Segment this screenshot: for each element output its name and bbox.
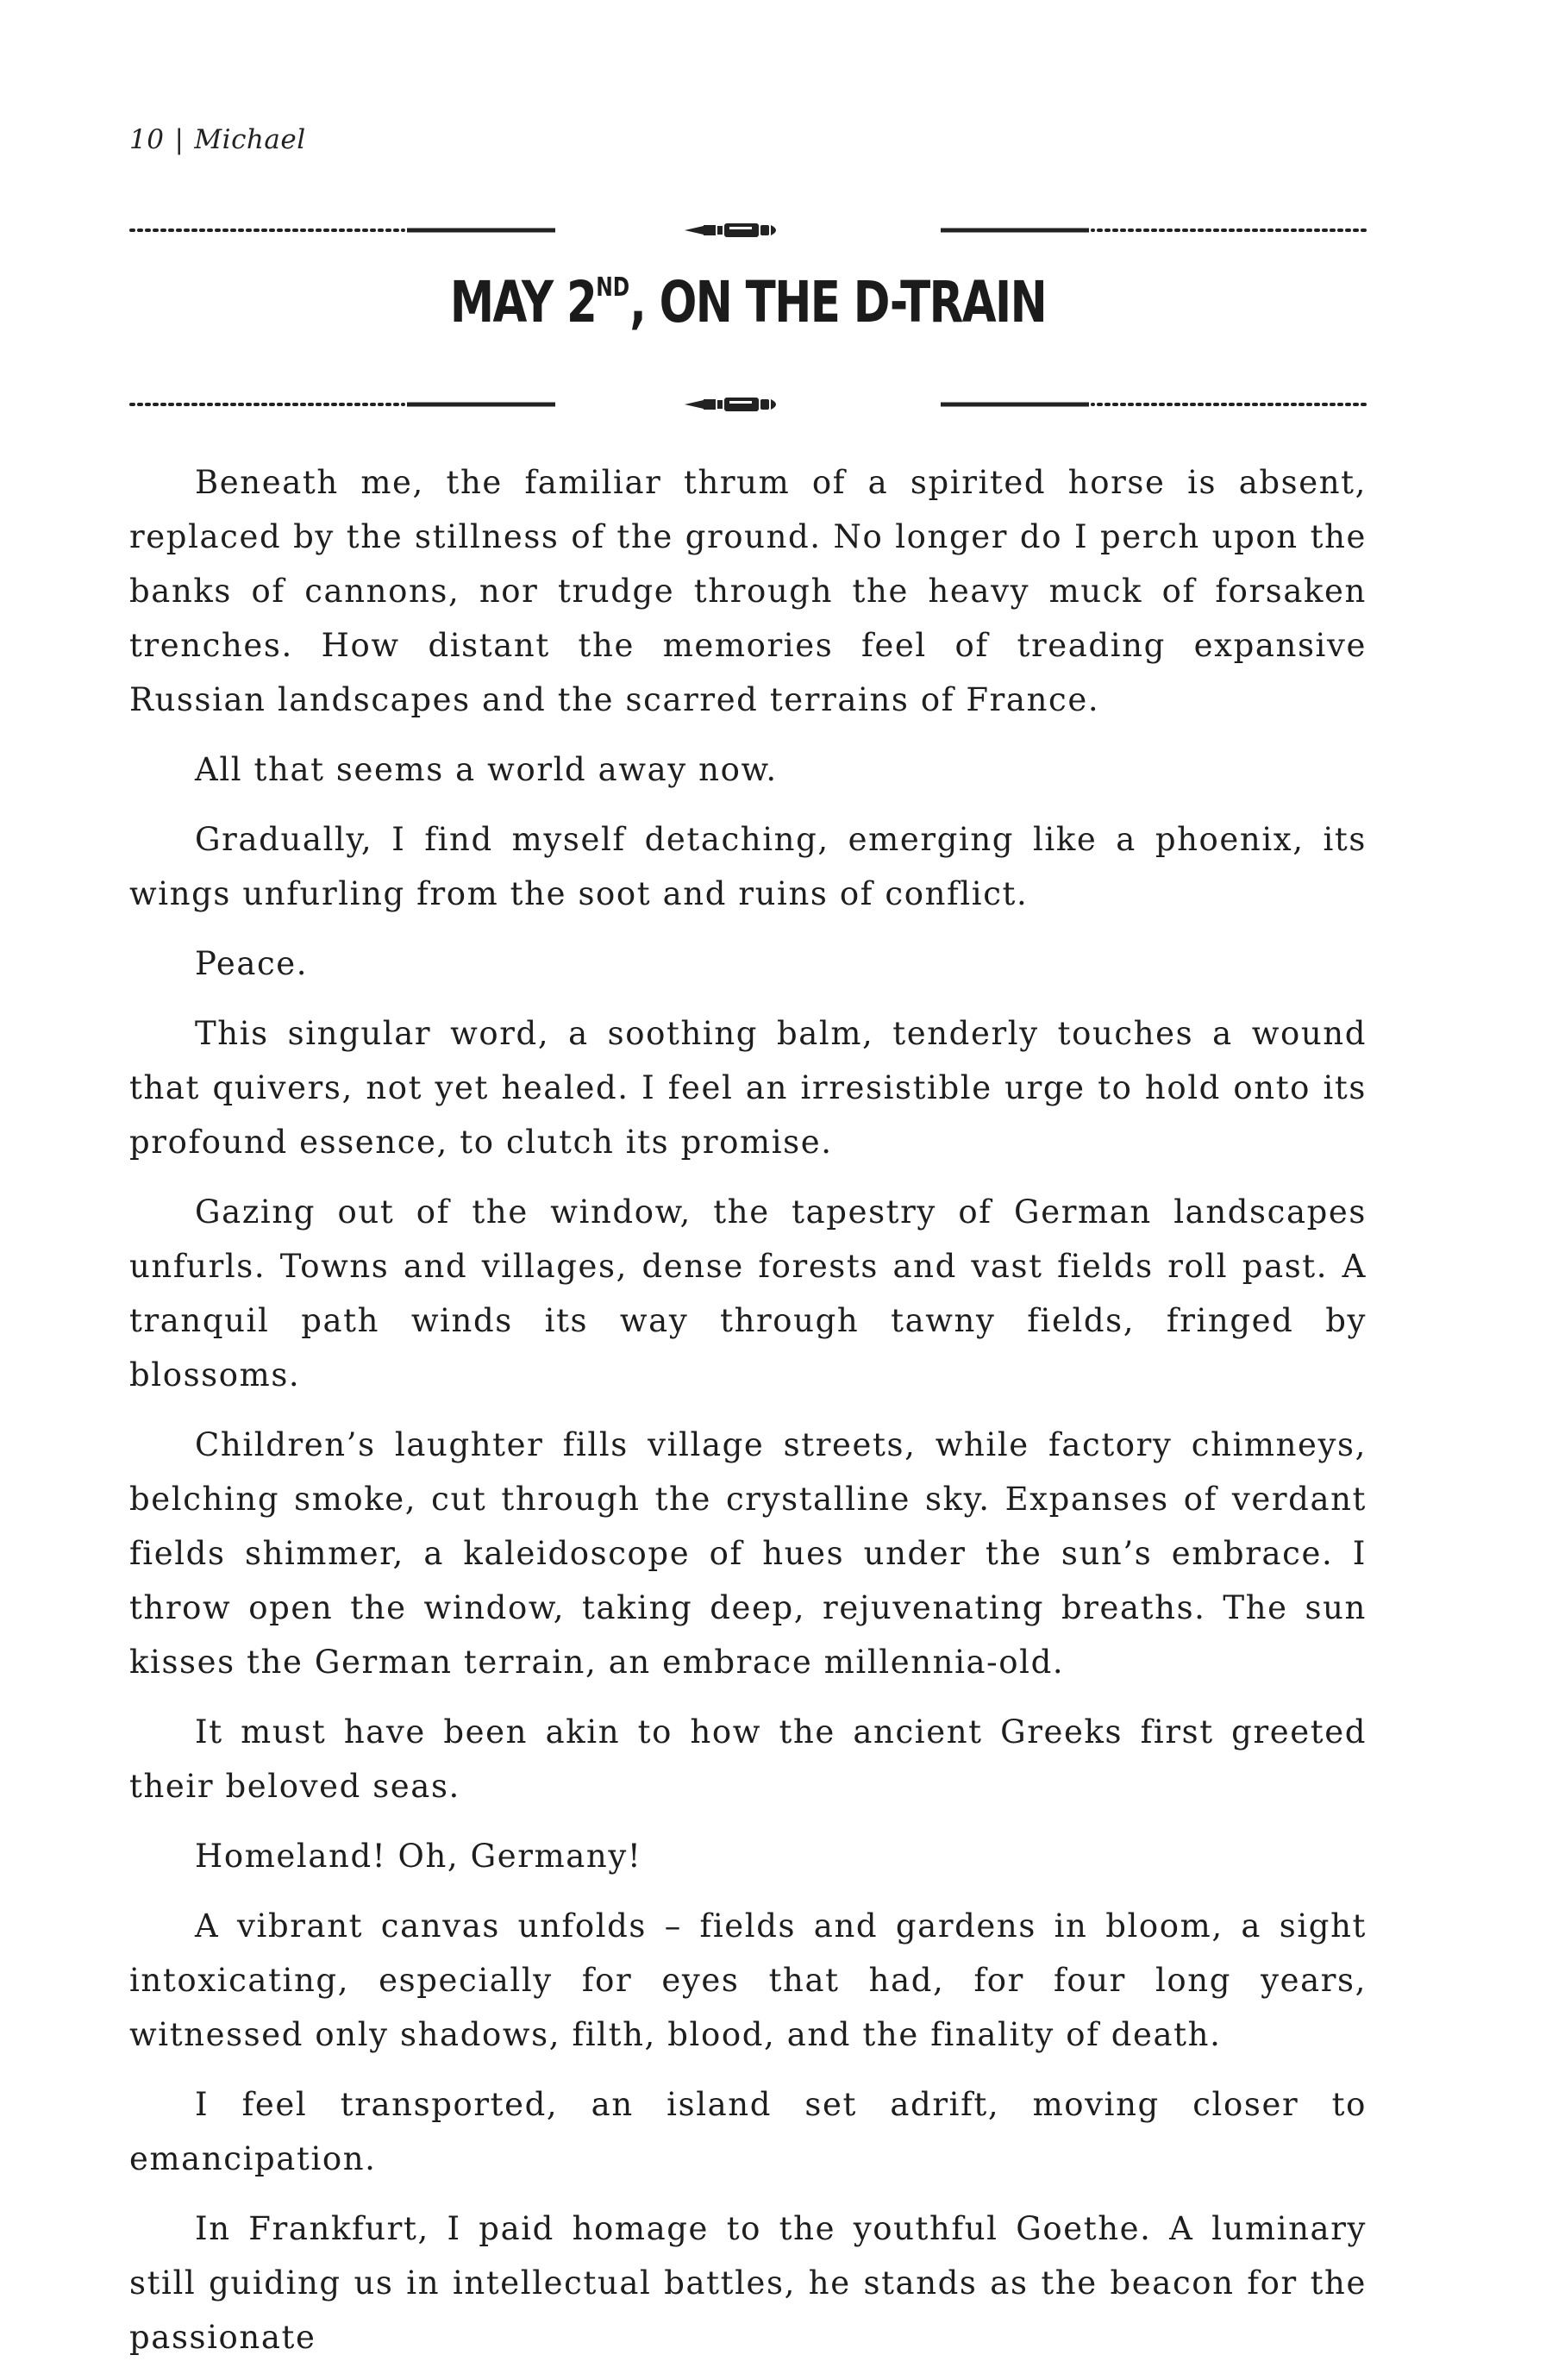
paragraph: Homeland! Oh, Germany!	[195, 1838, 642, 1875]
chapter-title	[266, 269, 1230, 335]
paragraph: Peace.	[195, 945, 309, 982]
chapter-title-main: MAY 2	[449, 269, 597, 335]
chapter-title-rest: , ON THE D-TRAIN	[629, 269, 1047, 335]
chapter-ornament-top	[129, 211, 1367, 246]
paragraph: Children’s laughter fills village streets, while factory chimneys, belching smoke, cut through the crystalline sky. Expanses of verdant fields shimmer, a kaleidoscope of hues under the sun’s embrace. I throw open the window, taking deep, rejuvenating breaths. The sun kisses the German terrain, an embrace millennia-old.	[129, 1426, 1367, 1681]
paragraph: This singular word, a soothing balm, tenderly touches a wound that quivers, not yet healed. I feel an irresistible urge to hold onto its profound essence, to clutch its promise.	[129, 1015, 1367, 1161]
chapter-ornament-bottom	[129, 385, 1367, 420]
chapter-title-ordinal: ND	[596, 272, 630, 303]
paragraph: Beneath me, the familiar thrum of a spirited horse is absent, replaced by the stillness of the ground. No longer do I perch upon the banks of cannons, nor trudge through the heavy muck of forsaken trenches. How distant the memories feel of treading expansive Russian landscapes and the scarred terrains of France.	[129, 464, 1367, 718]
paragraph: All that seems a world away now.	[195, 751, 778, 788]
body-text	[129, 455, 1367, 2380]
fountain-pen-icon	[685, 398, 776, 411]
fountain-pen-icon	[685, 223, 776, 237]
book-title: Michael	[194, 124, 306, 155]
paragraph: A vibrant canvas unfolds – fields and gardens in bloom, a sight intoxicating, especially for eyes that had, for four long years, witnessed only shadows, filth, blood, and the finality of death.	[129, 1907, 1367, 2053]
paragraph: Gradually, I find myself detaching, emerging like a phoenix, its wings unfurling from the soot and ruins of conflict.	[129, 821, 1367, 912]
paragraph: I feel transported, an island set adrift, moving closer to emancipation.	[129, 2086, 1367, 2177]
paragraph: It must have been akin to how the ancient Greeks first greeted their beloved seas.	[129, 1713, 1367, 1805]
paragraph: Gazing out of the window, the tapestry of German landscapes unfurls. Towns and villages, dense forests and vast fields roll past. A tranquil path winds its way through tawny fields, fringed by blossoms.	[129, 1193, 1367, 1394]
page-number: 10	[129, 124, 165, 155]
paragraph: In Frankfurt, I paid homage to the youthful Goethe. A luminary still guiding us in intellectual battles, he stands as the beacon for the passionate	[129, 2210, 1367, 2356]
running-head	[129, 124, 306, 155]
running-head-separator: |	[174, 124, 185, 155]
